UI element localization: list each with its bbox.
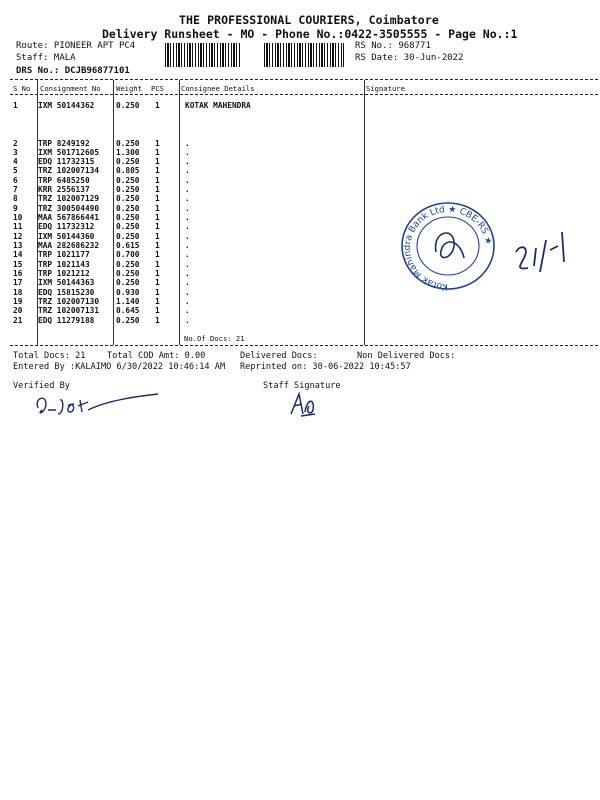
- row-consignee-details: .: [185, 278, 190, 287]
- row-sno: 17: [13, 278, 23, 287]
- entered-by: Entered By :KALAIMO 6/30/2022 10:46:14 AM: [13, 362, 226, 372]
- verified-by-signature: [30, 390, 170, 422]
- row-sno: 12: [13, 232, 23, 241]
- row-pcs: 1: [155, 101, 160, 110]
- row-weight: 0.250: [116, 139, 140, 148]
- row-consignee-details: .: [185, 185, 190, 194]
- row-consignment-no: TRP 1021212: [38, 269, 90, 278]
- row-sno: 6: [13, 176, 18, 185]
- row-sno: 13: [13, 241, 23, 250]
- row-weight: 0.250: [116, 278, 140, 287]
- row-pcs: 1: [155, 241, 160, 250]
- staff-signature-label: Staff Signature: [263, 381, 341, 391]
- table-row: [0, 306, 600, 316]
- table-row: [0, 316, 600, 326]
- total-docs: Total Docs: 21: [13, 351, 86, 361]
- row-consignment-no: KRR 2556137: [38, 185, 90, 194]
- company-name: THE PROFESSIONAL COURIERS, Coimbatore: [179, 13, 439, 27]
- verified-by-label: Verified By: [13, 381, 70, 391]
- row-weight: 0.250: [116, 157, 140, 166]
- row-weight: 0.700: [116, 250, 140, 259]
- drs-number: DRS No.: DCJB96877101: [16, 66, 130, 76]
- row-weight: 0.250: [116, 260, 140, 269]
- row-sno: 11: [13, 222, 23, 231]
- barcode-right: [264, 43, 344, 67]
- col-header-consignment: Consignment No: [40, 84, 101, 93]
- row-weight: 0.615: [116, 241, 140, 250]
- row-weight: 0.250: [116, 222, 140, 231]
- reprinted-on: Reprinted on: 30-06-2022 10:45:57: [240, 362, 411, 372]
- row-weight: 1.140: [116, 297, 140, 306]
- row-sno: 19: [13, 297, 23, 306]
- row-sno: 10: [13, 213, 23, 222]
- row-weight: 0.250: [116, 232, 140, 241]
- row-consignment-no: IXM 50144363: [38, 278, 95, 287]
- rule-header: [10, 94, 598, 95]
- col-header-signature: Signature: [366, 84, 405, 93]
- row-weight: 0.250: [116, 269, 140, 278]
- row-pcs: 1: [155, 204, 160, 213]
- row-consignee-details: .: [185, 213, 190, 222]
- row-consignee-details: .: [185, 232, 190, 241]
- row-pcs: 1: [155, 288, 160, 297]
- row-consignee-details: .: [185, 204, 190, 213]
- rs-date: RS Date: 30-Jun-2022: [355, 53, 464, 63]
- row-consignment-no: EDQ 15815230: [38, 288, 95, 297]
- row-pcs: 1: [155, 148, 160, 157]
- row-consignee-details: .: [185, 222, 190, 231]
- row-consignee-details: .: [185, 241, 190, 250]
- row-consignment-no: EDQ 11279188: [38, 316, 95, 325]
- row-consignee-details: .: [185, 316, 190, 325]
- handwritten-date-note: [510, 222, 580, 282]
- table-row: [0, 101, 600, 111]
- row-sno: 1: [13, 101, 18, 110]
- row-consignee-details: .: [185, 288, 190, 297]
- row-consignee-details: .: [185, 306, 190, 315]
- table-row: [0, 166, 600, 176]
- row-pcs: 1: [155, 213, 160, 222]
- row-weight: 0.645: [116, 306, 140, 315]
- row-consignee-details: .: [185, 297, 190, 306]
- row-consignment-no: TRP 1021177: [38, 250, 90, 259]
- row-consignee-details: .: [185, 194, 190, 203]
- col-header-pcs: PCS: [151, 84, 164, 93]
- row-sno: 14: [13, 250, 23, 259]
- row-consignee-details: .: [185, 176, 190, 185]
- row-weight: 0.250: [116, 204, 140, 213]
- row-sno: 16: [13, 269, 23, 278]
- row-sno: 2: [13, 139, 18, 148]
- row-pcs: 1: [155, 297, 160, 306]
- row-consignment-no: TRZ 102007131: [38, 306, 100, 315]
- row-consignment-no: EDQ 11732312: [38, 222, 95, 231]
- row-sno: 8: [13, 194, 18, 203]
- row-pcs: 1: [155, 222, 160, 231]
- row-weight: 0.250: [116, 101, 140, 110]
- row-consignment-no: TRP 8249192: [38, 139, 90, 148]
- row-consignment-no: TRP 6485250: [38, 176, 90, 185]
- row-consignment-no: IXM 50144362: [38, 101, 95, 110]
- row-sno: 20: [13, 306, 23, 315]
- row-sno: 4: [13, 157, 18, 166]
- row-pcs: 1: [155, 260, 160, 269]
- rule-top: [10, 79, 598, 80]
- rule-bottom: [10, 345, 598, 346]
- no-of-docs: No.Of Docs: 21: [184, 334, 245, 343]
- row-weight: 1.300: [116, 148, 140, 157]
- row-sno: 15: [13, 260, 23, 269]
- row-sno: 7: [13, 185, 18, 194]
- row-consignee-details: KOTAK MAHENDRA: [185, 101, 251, 110]
- row-consignment-no: IXM 501712605: [38, 148, 100, 157]
- row-consignment-no: TRZ 102007129: [38, 194, 100, 203]
- row-pcs: 1: [155, 166, 160, 175]
- non-delivered-docs: Non Delivered Docs:: [357, 351, 456, 361]
- row-pcs: 1: [155, 278, 160, 287]
- runsheet-title: Delivery Runsheet - MO - Phone No.:0422-3505555 - Page No.:1: [102, 27, 518, 41]
- row-pcs: 1: [155, 185, 160, 194]
- row-pcs: 1: [155, 194, 160, 203]
- row-pcs: 1: [155, 316, 160, 325]
- row-weight: 0.250: [116, 176, 140, 185]
- row-consignment-no: MAA 567866441: [38, 213, 100, 222]
- row-consignee-details: .: [185, 250, 190, 259]
- row-pcs: 1: [155, 139, 160, 148]
- row-sno: 18: [13, 288, 23, 297]
- delivered-docs: Delivered Docs:: [240, 351, 318, 361]
- rs-number: RS No.: 968771: [355, 41, 431, 51]
- route-label: Route: PIONEER APT PC4: [16, 41, 136, 51]
- table-row: [0, 194, 600, 204]
- row-weight: 0.250: [116, 194, 140, 203]
- row-consignee-details: .: [185, 166, 190, 175]
- row-consignment-no: TRZ 102007130: [38, 297, 100, 306]
- row-consignment-no: EDQ 11732315: [38, 157, 95, 166]
- barcode-left: [165, 43, 240, 67]
- row-weight: 0.805: [116, 166, 140, 175]
- row-weight: 0.930: [116, 288, 140, 297]
- row-consignee-details: .: [185, 139, 190, 148]
- total-cod-amount: Total COD Amt: 0.00: [107, 351, 206, 361]
- row-weight: 0.250: [116, 316, 140, 325]
- row-sno: 9: [13, 204, 18, 213]
- row-sno: 21: [13, 316, 23, 325]
- row-sno: 5: [13, 166, 18, 175]
- row-consignment-no: TRZ 300504490: [38, 204, 100, 213]
- row-pcs: 1: [155, 176, 160, 185]
- row-pcs: 1: [155, 250, 160, 259]
- staff-signature-mark: [285, 388, 325, 420]
- kotak-bank-stamp: [398, 200, 498, 292]
- row-pcs: 1: [155, 306, 160, 315]
- row-pcs: 1: [155, 157, 160, 166]
- col-header-consignee: Consignee Details: [181, 84, 255, 93]
- row-consignee-details: .: [185, 269, 190, 278]
- row-weight: 0.250: [116, 213, 140, 222]
- row-consignment-no: TRZ 102007134: [38, 166, 100, 175]
- col-header-weight: Weight: [116, 84, 142, 93]
- row-pcs: 1: [155, 232, 160, 241]
- row-consignee-details: .: [185, 148, 190, 157]
- staff-label: Staff: MALA: [16, 53, 76, 63]
- row-consignee-details: .: [185, 260, 190, 269]
- svg-text:Kotak Mahindra Bank Ltd ★ CBE: Kotak Mahindra Bank Ltd ★ CBE-RS ★: [403, 204, 494, 292]
- row-weight: 0.250: [116, 185, 140, 194]
- row-consignment-no: TRP 1021143: [38, 260, 90, 269]
- row-pcs: 1: [155, 269, 160, 278]
- col-header-sno: S No: [13, 84, 31, 93]
- row-consignee-details: .: [185, 157, 190, 166]
- row-consignment-no: MAA 282686232: [38, 241, 100, 250]
- row-consignment-no: IXM 50144360: [38, 232, 95, 241]
- row-sno: 3: [13, 148, 18, 157]
